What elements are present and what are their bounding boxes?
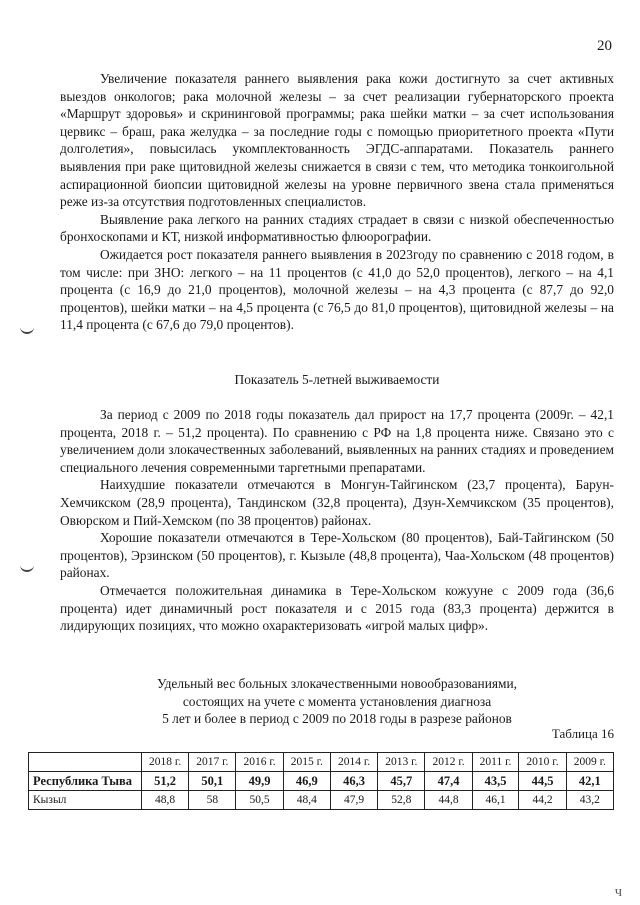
table-row — [29, 791, 614, 810]
paragraph: Выявление рака легкого на ранних стадиях страдает в связи с низкой обеспеченностью бронхоскопами и КТ, низкой информативностью флюорографии. — [60, 211, 614, 245]
table-cell: 49,9 — [236, 772, 283, 791]
page-number: 20 — [597, 38, 612, 54]
text-block-top — [60, 70, 614, 334]
table-header-cell — [29, 753, 142, 772]
table-cell: 46,1 — [472, 791, 519, 810]
margin-pen-mark — [20, 324, 34, 334]
table-cell: 46,9 — [283, 772, 330, 791]
table-cell: 58 — [189, 791, 236, 810]
table-row-label: Республика Тыва — [29, 772, 142, 791]
paragraph: За период с 2009 по 2018 годы показатель дал прирост на 17,7 процента (2009г. – 42,1 процента, 2018 г. – 51,2 процента). По сравнению с РФ на 1,8 процента ниже. Связано это с увеличением доли злокачественных заболеваний, выявленных на ранних стадиях и проведением специального лечения современными таргетными препаратами. — [60, 407, 614, 475]
table-cell: 44,8 — [425, 791, 472, 810]
table-header-cell: 2013 г. — [378, 753, 425, 772]
table-cell: 44,2 — [519, 791, 566, 810]
table-header-cell: 2016 г. — [236, 753, 283, 772]
table-header-row — [29, 753, 614, 772]
paragraph: Увеличение показателя раннего выявления рака кожи достигнуто за счет активных выездов онкологов; рака молочной железы – за счет реализации губернаторского проекта «Маршрут здоровья» и скрининговой программы; рака шейки матки – за счет использования цервикс – браш, рака желудка – за последние годы с помощью приоритетного проекта «Пути долголетия», повысилась укомплектованность ЭГДС-аппаратами. Показатель раннего выявления при раке щитовидной железы снижается в связи с тем, что методика тонкоигольной аспирационной биопсии щитовидной железы на уровне первичного звена стала применяться реже из-за отсутствия подготовленных специалистов. — [60, 71, 614, 210]
table-header-cell: 2009 г. — [566, 753, 613, 772]
table-cell: 47,9 — [330, 791, 377, 810]
margin-pen-mark — [20, 562, 34, 572]
table-cell: 48,8 — [142, 791, 189, 810]
table-cell: 44,5 — [519, 772, 566, 791]
table-cell: 45,7 — [378, 772, 425, 791]
table-cell: 43,5 — [472, 772, 519, 791]
survival-table — [28, 752, 614, 810]
table-cell: 50,5 — [236, 791, 283, 810]
table-cell: 43,2 — [566, 791, 613, 810]
table-header-cell: 2012 г. — [425, 753, 472, 772]
table-cell: 48,4 — [283, 791, 330, 810]
table-header-cell: 2015 г. — [283, 753, 330, 772]
table-caption — [60, 675, 614, 728]
table-cell: 42,1 — [566, 772, 613, 791]
table-caption-line: 5 лет и более в период с 2009 по 2018 годы в разрезе районов — [162, 711, 512, 727]
table-cell: 47,4 — [425, 772, 472, 791]
paragraph: Отмечается положительная динамика в Тере-Хольском кожууне с 2009 года (36,6 процента) идет динамичный рост показателя и с 2015 года (83,3 процента) держится в лидирующих позициях, что можно охарактеризовать «игрой малых цифр». — [60, 582, 614, 634]
corner-handwritten-mark: Ч — [614, 887, 622, 899]
table-header-cell: 2018 г. — [142, 753, 189, 772]
paragraph: Хорошие показатели отмечаются в Тере-Хольском (80 процентов), Бай-Тайгинском (50 процентов), Эрзинском (50 процентов), г. Кызыле (48,8 процента), Чаа-Хольском (48 процентов) районах. — [60, 530, 614, 581]
table-caption-line: состоящих на учете с момента установления диагноза — [182, 693, 492, 709]
table-row-label: Кызыл — [29, 791, 142, 810]
paragraph: Ожидается рост показателя раннего выявления в 2023году по сравнению с 2018 годом, в том числе: при ЗНО: легкого – на 11 процентов (с 41,0 до 52,0 процентов), легкого – на 4,1 процента (с 16,9 до 21,0 процентов), молочной железы – на 4,3 процента (с 87,7 до 92,0 процентов), шейки матки – на 4,5 процента (с 76,5 до 81,0 процентов), щитовидной железы – на 11,4 процента (с 67,6 до 79,0 процентов). — [60, 246, 614, 333]
table-cell: 52,8 — [378, 791, 425, 810]
table-row — [29, 772, 614, 791]
paragraph: Наихудшие показатели отмечаются в Монгун-Тайгинском (23,7 процента), Барун-Хемчикском (28,9 процента), Тандинском (32,8 процента), Дзун-Хемчикском (35 процентов), Овюрском и Пий-Хемском (по 38 процентов) районах. — [60, 477, 614, 528]
table-header-cell: 2017 г. — [189, 753, 236, 772]
table-header-cell: 2010 г. — [519, 753, 566, 772]
table-cell: 50,1 — [189, 772, 236, 791]
text-block-bottom — [60, 406, 614, 635]
table-cell: 51,2 — [142, 772, 189, 791]
section-heading: Показатель 5-летней выживаемости — [234, 372, 440, 387]
table-header-cell: 2011 г. — [472, 753, 519, 772]
table-header-cell: 2014 г. — [330, 753, 377, 772]
table-label: Таблица 16 — [551, 726, 614, 741]
table-cell: 46,3 — [330, 772, 377, 791]
table-caption-line: Удельный вес больных злокачественными новообразованиями, — [156, 676, 518, 691]
